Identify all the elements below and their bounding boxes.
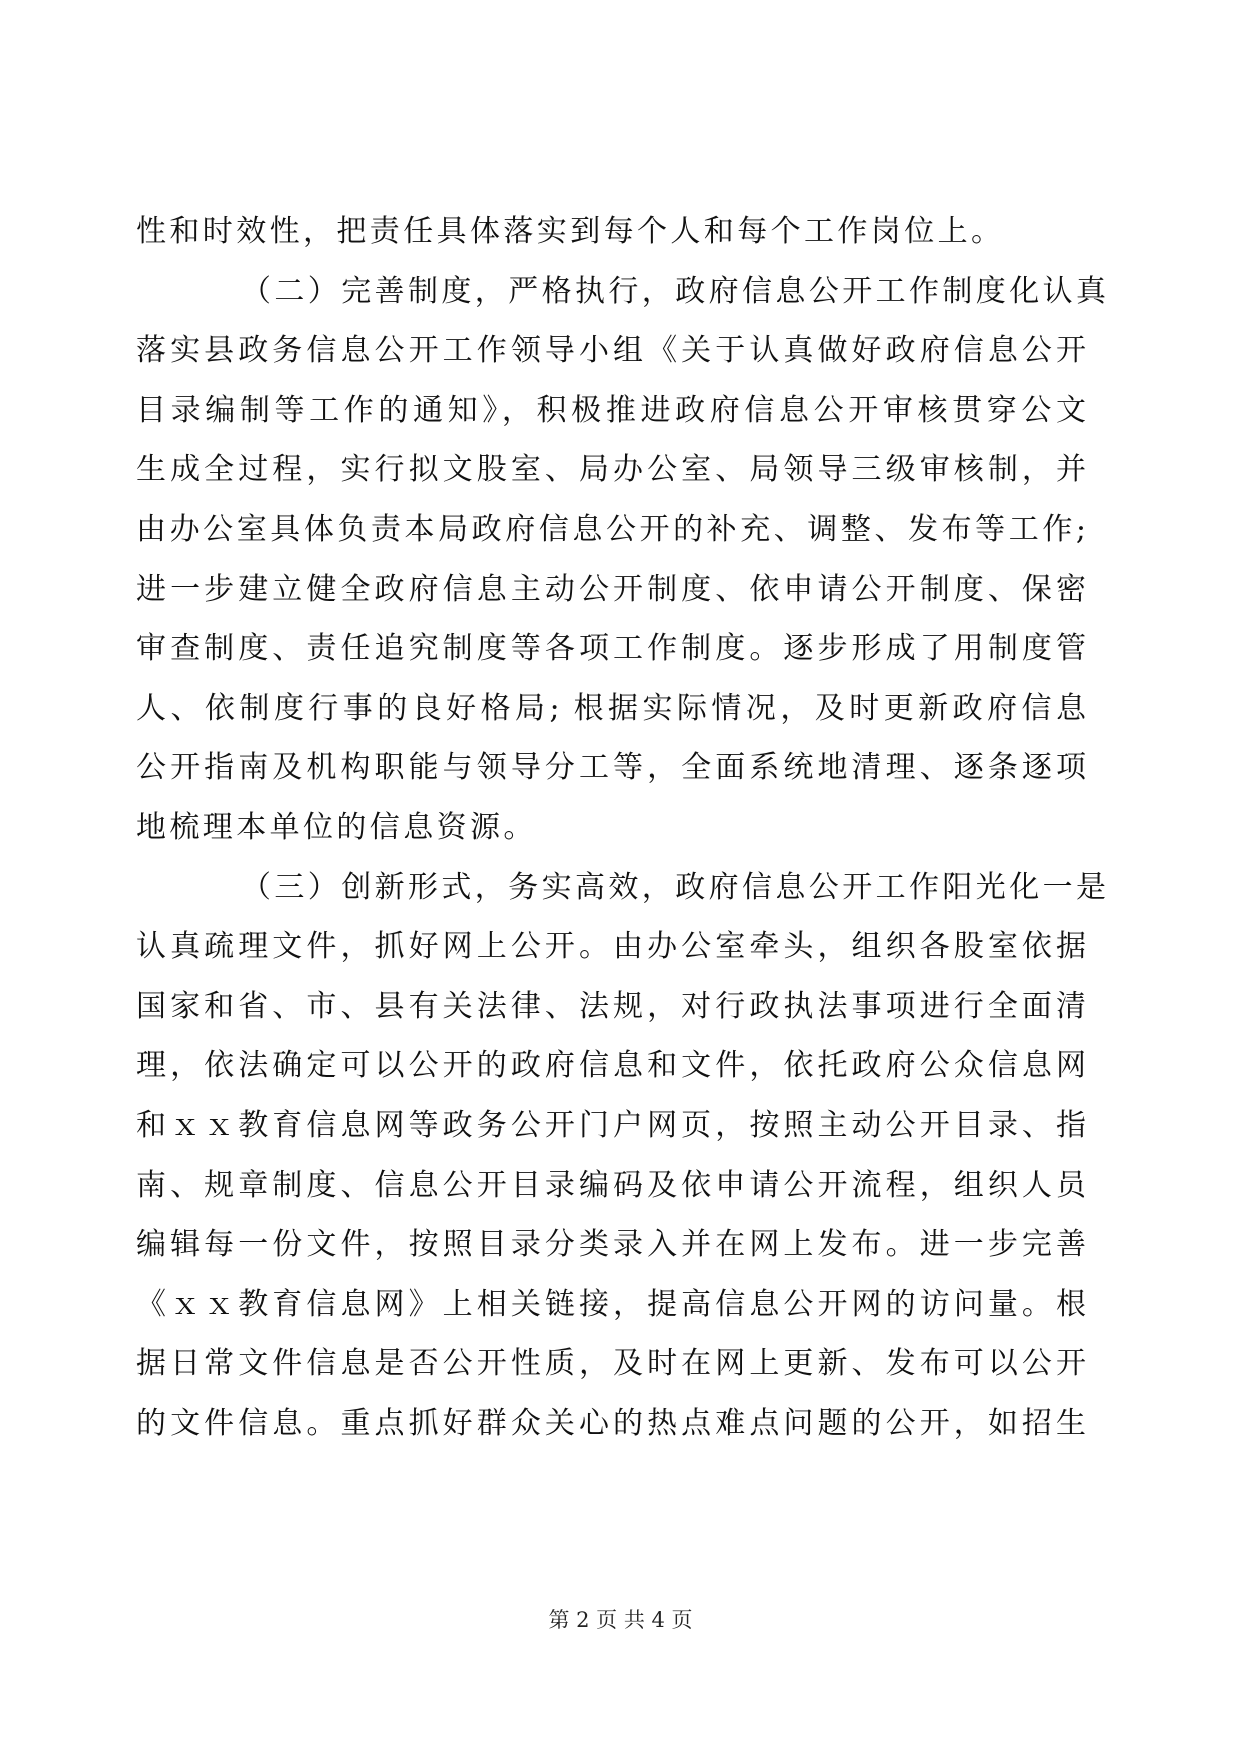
text-line: 地梳理本单位的信息资源。 bbox=[136, 809, 537, 845]
text-line: 进一步建立健全政府信息主动公开制度、依申请公开制度、保密 bbox=[136, 571, 1086, 607]
text-line: 由办公室具体负责本局政府信息公开的补充、调整、发布等工作; bbox=[136, 511, 1086, 547]
text-line: 编辑每一份文件，按照目录分类录入并在网上发布。进一步完善 bbox=[136, 1227, 1086, 1263]
text-line: 认真疏理文件，抓好网上公开。由办公室牵头，组织各股室依据 bbox=[136, 929, 1086, 965]
text-line: 的文件信息。重点抓好群众关心的热点难点问题的公开，如招生 bbox=[136, 1405, 1086, 1441]
paragraph-start-line: （三）创新形式，务实高效，政府信息公开工作阳光化一是 bbox=[241, 869, 1110, 905]
text-line: 南、规章制度、信息公开目录编码及依申请公开流程，组织人员 bbox=[136, 1167, 1086, 1203]
text-line: 据日常文件信息是否公开性质，及时在网上更新、发布可以公开 bbox=[136, 1346, 1086, 1382]
text-line: 落实县政务信息公开工作领导小组《关于认真做好政府信息公开 bbox=[136, 333, 1086, 369]
text-line: 审查制度、责任追究制度等各项工作制度。逐步形成了用制度管 bbox=[136, 631, 1086, 667]
text-line: 《ｘｘ教育信息网》上相关链接，提高信息公开网的访问量。根 bbox=[136, 1286, 1086, 1322]
text-line: 和ｘｘ教育信息网等政务公开门户网页，按照主动公开目录、指 bbox=[136, 1107, 1086, 1143]
text-line: 目录编制等工作的通知》，积极推进政府信息公开审核贯穿公文 bbox=[136, 392, 1086, 428]
text-line: 理，依法确定可以公开的政府信息和文件，依托政府公众信息网 bbox=[136, 1048, 1086, 1084]
text-line: 公开指南及机构职能与领导分工等，全面系统地清理、逐条逐项 bbox=[136, 750, 1086, 786]
text-line: 人、依制度行事的良好格局; 根据实际情况，及时更新政府信息 bbox=[136, 690, 1086, 726]
paragraph-start-line: （二）完善制度，严格执行，政府信息公开工作制度化认真 bbox=[241, 273, 1110, 309]
text-line: 生成全过程，实行拟文股室、局办公室、局领导三级审核制，并 bbox=[136, 452, 1086, 488]
page-number-footer: 第 2 页 共 4 页 bbox=[548, 1608, 693, 1632]
document-body bbox=[136, 202, 1110, 1453]
text-line: 国家和省、市、县有关法律、法规，对行政执法事项进行全面清 bbox=[136, 988, 1086, 1024]
text-line: 性和时效性，把责任具体落实到每个人和每个工作岗位上。 bbox=[136, 214, 1005, 249]
